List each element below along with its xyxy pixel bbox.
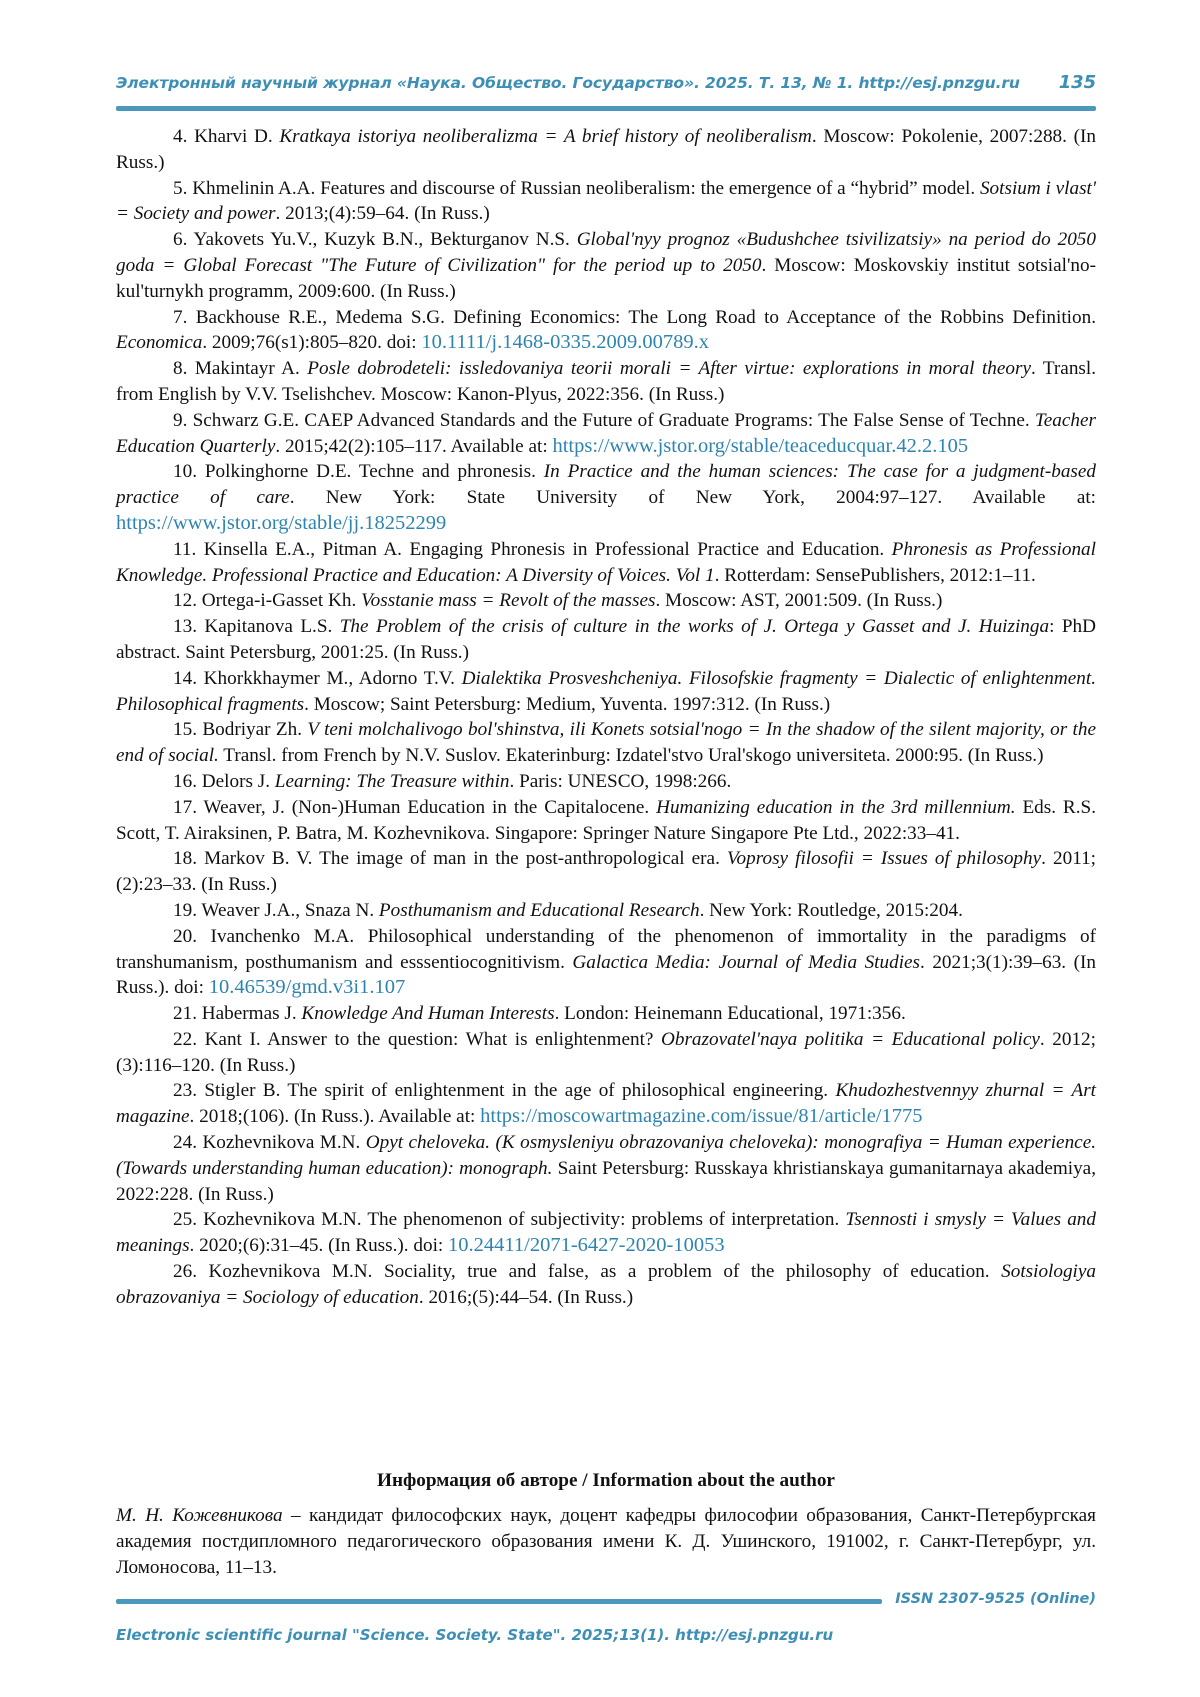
- header-journal-title: Электронный научный журнал «Наука. Общество. Государство». 2025. Т. 13, № 1. http://esj.pnzgu.ru: [116, 74, 1020, 92]
- reference-pre: 23. Stigler B. The spirit of enlightenment in the age of philosophical engineering.: [173, 1080, 836, 1102]
- reference-post: . Transl. from English by V.V. Tselishchev. Moscow: Kanon-Plyus, 2022:356. (In Russ.): [116, 358, 1097, 405]
- reference-item: [116, 1130, 1096, 1207]
- reference-pre: 6. Yakovets Yu.V., Kuzyk B.N., Bekturganov N.S.: [173, 229, 577, 251]
- reference-post: . 2018;(106). (In Russ.). Available at:: [189, 1106, 481, 1128]
- reference-post: Eds. R.S. Scott, T. Airaksinen, P. Batra, M. Kozhevnikova. Singapore: Springer Nature Singapore Pte Ltd., 2022:33–41.: [116, 796, 1096, 844]
- reference-title: Dialektika Prosveshcheniya. Filosofskie fragmenty = Dialectic of enlightenment. Philosophical fragments: [116, 667, 1096, 715]
- reference-post: . Rotterdam: SensePublishers, 2012:1–11.: [714, 564, 1036, 586]
- reference-item: [116, 1078, 1096, 1130]
- reference-item: [116, 537, 1096, 589]
- reference-link[interactable]: https://www.jstor.org/stable/teaceducquar.42.2.105: [552, 434, 969, 457]
- reference-item: [116, 1027, 1096, 1079]
- reference-post: . 2009;76(s1):805–820. doi:: [202, 332, 422, 354]
- reference-item: [116, 846, 1096, 898]
- footer-journal-title: Electronic scientific journal "Science. Society. State". 2025;13(1). http://esj.pnzgu.ru: [116, 1626, 834, 1644]
- reference-post: : PhD abstract. Saint Petersburg, 2001:25. (In Russ.): [116, 616, 1096, 663]
- reference-post: . Moscow; Saint Petersburg: Medium, Yuventa. 1997:312. (In Russ.): [304, 693, 831, 715]
- reference-item: [116, 1259, 1096, 1311]
- page-number: 135: [1058, 72, 1096, 93]
- reference-pre: 21. Habermas J.: [173, 1003, 302, 1025]
- reference-post: . 2012;(3):116–120. (In Russ.): [116, 1028, 1096, 1076]
- reference-item: [116, 356, 1096, 408]
- reference-post: . Paris: UNESCO, 1998:266.: [509, 770, 732, 792]
- reference-item: [116, 924, 1096, 1001]
- reference-post: . 2021;3(1):39–63. (In Russ.). doi:: [116, 951, 1096, 999]
- reference-item: [116, 898, 1096, 924]
- reference-pre: 22. Kant I. Answer to the question: What is enlightenment?: [173, 1028, 662, 1050]
- reference-post: . New York: State University of New York, 2004:97–127. Available at:: [289, 487, 1096, 509]
- reference-pre: 19. Weaver J.A., Snaza N.: [173, 899, 379, 921]
- reference-title: In Practice and the human sciences: The case for a judgment-based practice of care: [116, 461, 1096, 509]
- reference-title: Obrazovatel'naya politika = Educational policy: [661, 1028, 1040, 1050]
- reference-item: [116, 717, 1096, 769]
- reference-post: . 2013;(4):59–64. (In Russ.): [275, 203, 490, 225]
- reference-link[interactable]: https://www.jstor.org/stable/jj.18252299: [116, 511, 447, 534]
- reference-title: Phronesis as Professional Knowledge. Professional Practice and Education: A Diversity of Voices. Vol 1: [116, 538, 1096, 586]
- reference-post: Transl. from French by N.V. Suslov. Ekaterinburg: Izdatel'stvo Ural'skogo universiteta. 2000:95. (In Russ.): [218, 745, 1044, 767]
- reference-title: Opyt cheloveka. (K osmysleniyu obrazovaniya cheloveka): monografiya = Human experience. (Towards understanding human education): monograph.: [116, 1132, 1097, 1179]
- reference-title: Vosstanie mass = Revolt of the masses: [361, 590, 656, 612]
- reference-title: Knowledge And Human Interests: [301, 1003, 555, 1025]
- reference-title: Khudozhestvennyy zhurnal = Art magazine: [116, 1080, 1096, 1128]
- reference-post: . London: Heinemann Educational, 1971:356.: [554, 1003, 906, 1025]
- reference-pre: 12. Ortega-i-Gasset Kh.: [173, 590, 362, 612]
- reference-pre: 18. Markov B. V. The image of man in the post-anthropological era.: [173, 848, 727, 870]
- reference-item: [116, 124, 1096, 176]
- reference-link[interactable]: 10.46539/gmd.v3i1.107: [208, 976, 406, 999]
- reference-item: [116, 666, 1096, 718]
- reference-pre: 9. Schwarz G.E. CAEP Advanced Standards and the Future of Graduate Programs: The False Sense of Techne.: [173, 409, 1035, 431]
- reference-pre: 5. Khmelinin A.A. Features and discourse of Russian neoliberalism: the emergence of a “hybrid” model.: [173, 177, 980, 199]
- reference-title: Posle dobrodeteli: issledovaniya teorii morali = After virtue: explorations in moral theory: [307, 358, 1031, 380]
- reference-pre: 25. Kozhevnikova M.N. The phenomenon of subjectivity: problems of interpretation.: [173, 1209, 846, 1231]
- reference-title: The Problem of the crisis of culture in the works of J. Ortega y Gasset and J. Huizinga: [339, 616, 1050, 638]
- reference-post: . 2016;(5):44–54. (In Russ.): [418, 1286, 634, 1308]
- reference-link[interactable]: 10.1111/j.1468-0335.2009.00789.x: [421, 331, 709, 354]
- reference-post: Saint Petersburg: Russkaya khristianskaya gumanitarnaya akademiya, 2022:228. (In Russ.): [116, 1157, 1096, 1205]
- reference-item: [116, 588, 1096, 614]
- reference-post: . Moscow: Moskovskiy institut sotsial'no-kul'turnykh programm, 2009:600. (In Russ.): [116, 254, 1096, 302]
- reference-title: Kratkaya istoriya neoliberalizma = A brief history of neoliberalism: [279, 126, 812, 147]
- reference-pre: 16. Delors J.: [173, 770, 275, 792]
- reference-title: V teni molchalivogo bol'shinstva, ili Konets sotsial'nogo = In the shadow of the silent majority, or the end of social.: [116, 719, 1096, 767]
- reference-item: [116, 176, 1096, 228]
- reference-post: . New York: Routledge, 2015:204.: [699, 899, 963, 921]
- reference-link[interactable]: 10.24411/2071-6427-2020-10053: [448, 1234, 725, 1257]
- reference-item: [116, 1207, 1096, 1259]
- running-header: [116, 72, 1096, 96]
- reference-post: . Moscow: AST, 2001:509. (In Russ.): [655, 590, 943, 612]
- header-rule: [116, 106, 1096, 111]
- author-details: – кандидат философских наук, доцент кафедры философии образования, Санкт-Петербургская академия постдипломного педагогического образования имени К. Д. Ушинского, 191002, г. Санкт-Петербург, ул. Ломоносова, 11–13.: [116, 1505, 1096, 1578]
- author-info-heading: Информация об авторе / Information about the author: [377, 1470, 835, 1491]
- reference-item: [116, 614, 1096, 666]
- reference-pre: 20. Ivanchenko M.A. Philosophical understanding of the phenomenon of immortality in the paradigms of transhumanism, posthumanism and esssentiocognitivism.: [116, 925, 1096, 973]
- reference-item: [116, 1001, 1096, 1027]
- reference-item: [116, 227, 1096, 304]
- reference-item: [116, 305, 1096, 357]
- reference-title: Galactica Media: Journal of Media Studies: [572, 951, 921, 973]
- reference-post: . Moscow: Pokolenie, 2007:288. (In Russ.): [116, 126, 1096, 173]
- reference-post: . 2011;(2):23–33. (In Russ.): [116, 848, 1097, 896]
- reference-pre: 8. Makintayr A.: [173, 358, 308, 380]
- reference-pre: 13. Kapitanova L.S.: [173, 616, 340, 638]
- reference-pre: 26. Kozhevnikova M.N. Sociality, true and false, as a problem of the philosophy of education.: [173, 1261, 1002, 1283]
- reference-pre: 10. Polkinghorne D.E. Techne and phronesis.: [173, 461, 544, 483]
- reference-title: Sotsium i vlast' = Society and power: [116, 177, 1096, 225]
- reference-title: Global'nyy prognoz «Budushchee tsivilizatsiy» na period do 2050 goda = Global Forecast "The Future of Civilization" for the period up to 2050: [116, 229, 1096, 276]
- reference-title: Teacher Education Quarterly: [116, 409, 1096, 457]
- reference-title: Posthumanism and Educational Research: [378, 899, 700, 921]
- reference-title: Sotsiologiya obrazovaniya = Sociology of education: [116, 1261, 1096, 1308]
- reference-item: [116, 795, 1096, 847]
- reference-title: Economica: [116, 332, 203, 354]
- issn-label: ISSN 2307-9525 (Online): [895, 1591, 1096, 1607]
- reference-pre: 15. Bodriyar Zh.: [173, 719, 308, 741]
- reference-pre: 14. Khorkkhaymer M., Adorno T.V.: [173, 667, 462, 689]
- reference-pre: 11. Kinsella E.A., Pitman A. Engaging Phronesis in Professional Practice and Education.: [173, 538, 892, 560]
- reference-post: . 2015;42(2):105–117. Available at:: [275, 435, 553, 457]
- reference-title: Tsennosti i smysly = Values and meanings: [116, 1209, 1096, 1257]
- reference-post: . 2020;(6):31–45. (In Russ.). doi:: [189, 1235, 449, 1257]
- footer-rule: [116, 1599, 882, 1604]
- reference-title: Voprosy filosofii = Issues of philosophy: [726, 848, 1042, 870]
- author-name: М. Н. Кожевникова: [116, 1505, 283, 1526]
- reference-title: Humanizing education in the 3rd millennium.: [656, 796, 1016, 818]
- reference-pre: 4. Kharvi D.: [173, 126, 280, 147]
- reference-list: [116, 124, 1096, 1311]
- reference-pre: 17. Weaver, J. (Non-)Human Education in the Capitalocene.: [173, 796, 657, 818]
- reference-pre: 24. Kozhevnikova M.N.: [173, 1132, 366, 1154]
- reference-title: Learning: The Treasure within: [274, 770, 510, 792]
- reference-item: [116, 408, 1096, 460]
- author-info: [116, 1503, 1096, 1581]
- reference-item: [116, 459, 1096, 536]
- reference-pre: 7. Backhouse R.E., Medema S.G. Defining Economics: The Long Road to Acceptance of the Robbins Definition.: [173, 306, 1096, 328]
- reference-link[interactable]: https://moscowartmagazine.com/issue/81/article/1775: [480, 1105, 923, 1128]
- reference-item: [116, 769, 1096, 795]
